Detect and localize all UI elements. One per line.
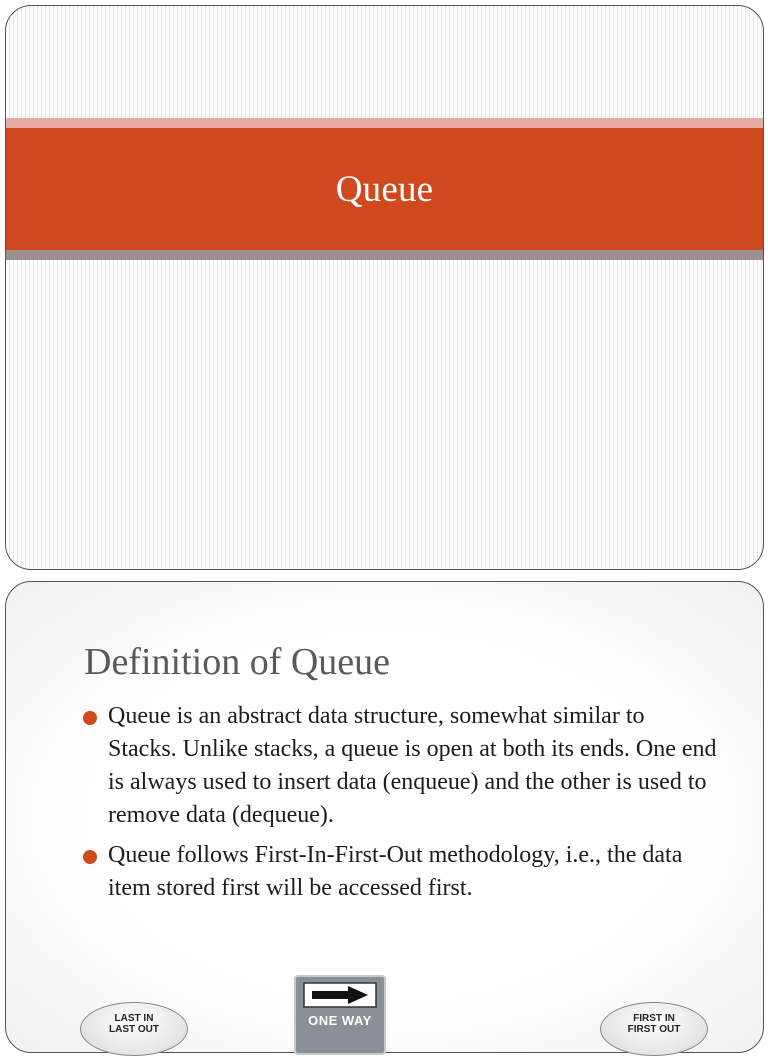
bullet-dot-icon [83, 711, 97, 725]
bullet-dot-icon [83, 850, 97, 864]
lifo-sign-line1: LAST IN [114, 1013, 154, 1024]
definition-slide [5, 581, 764, 1053]
fifo-sign-line1: FIRST IN [633, 1013, 675, 1024]
title-band-bottom-stripe [6, 250, 763, 260]
lifo-sign-line2: LAST OUT [109, 1024, 159, 1035]
definition-heading: Definition of Queue [84, 641, 391, 683]
title-band [6, 128, 763, 250]
bullet-item [78, 700, 718, 832]
bullet-text: Queue is an abstract data structure, somewhat similar to Stacks. Unlike stacks, a queue is open at both its ends. One end is always used to insert data (enqueue) and the other is used to remove data (dequeue). [108, 703, 717, 828]
fifo-sign [600, 1002, 708, 1056]
one-way-sign [294, 975, 386, 1055]
right-arrow-icon [302, 981, 378, 1009]
slide-title: Queue [335, 168, 434, 210]
one-way-label: ONE WAY [308, 1013, 372, 1028]
bullet-item [78, 839, 718, 905]
bullet-list [78, 700, 718, 912]
lifo-sign [80, 1002, 188, 1056]
bullet-text: Queue follows First-In-First-Out methodology, i.e., the data item stored first will be accessed first. [108, 842, 683, 901]
title-band-top-stripe [6, 118, 763, 128]
title-slide [5, 5, 764, 570]
fifo-sign-line2: FIRST OUT [627, 1024, 681, 1035]
